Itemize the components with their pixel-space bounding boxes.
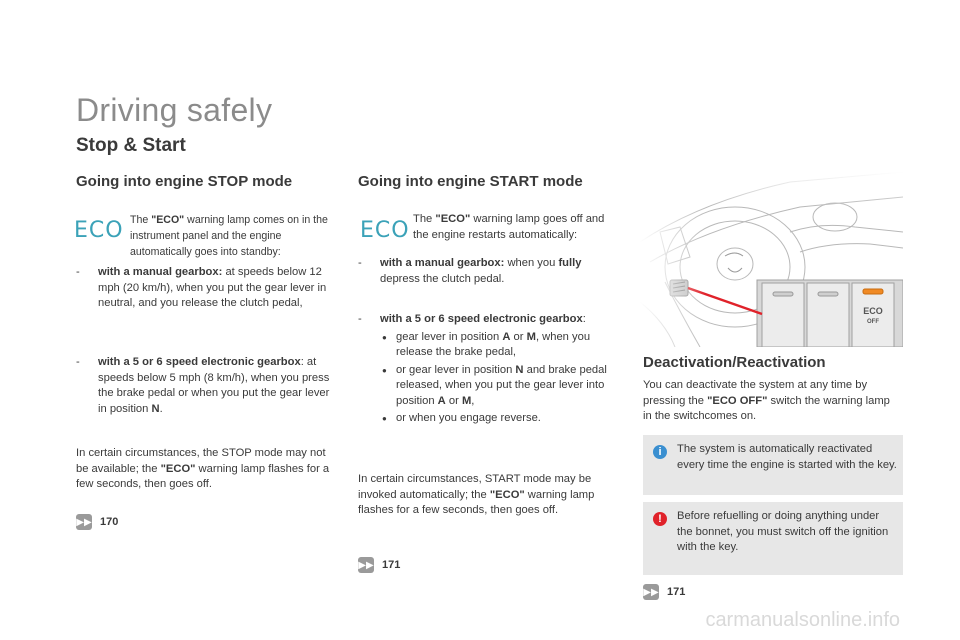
bullet-item: ● or gear lever in position N and brake pedal released, when you put the gear lever into position A or M, — [380, 363, 623, 410]
warning-icon: ! — [653, 512, 667, 526]
deactivation-heading: Deactivation/Reactivation — [643, 354, 826, 371]
info-note-text: The system is automatically reactivated every time the engine is started with the key. — [677, 443, 897, 471]
page-title: Driving safely — [76, 92, 273, 128]
stop-manual-gearbox-item: - with a manual gearbox: at speeds below 12 mph (20 km/h), when you put the gear lever in neutral, and you release the clutch pedal, — [76, 266, 327, 309]
page-link-arrow-icon: ▶▶ — [358, 557, 374, 573]
stop-intro: The "ECO" warning lamp comes on in the instrument panel and the engine automatically goes into standby: — [130, 214, 328, 258]
start-electronic-gearbox-item: - with a 5 or 6 speed electronic gearbox: ● gear lever in position A or M, when you release the brake pedal, ● or gear lever in position N and brake pedal released, when you put the gear lever into position A or M, ● or when you engage reverse. — [358, 312, 623, 427]
start-intro: The "ECO" warning lamp goes off and the engine restarts automatically: — [413, 213, 605, 241]
section-title: Stop & Start — [76, 135, 186, 156]
stop-mode-heading: Going into engine STOP mode — [76, 173, 293, 190]
page-reference-171[interactable]: ▶▶ 171 — [643, 586, 686, 598]
dashboard-illustration — [640, 172, 903, 347]
bullet-item: ● gear lever in position A or M, when you release the brake pedal, — [380, 330, 623, 361]
eco-warning-lamp-icon: ECO — [74, 218, 124, 243]
info-icon: i — [653, 445, 667, 459]
warning-note-text: Before refuelling or doing anything under the bonnet, you must switch off the ignition with the key. — [677, 510, 889, 553]
bullet-item: ● or when you engage reverse. — [380, 411, 623, 427]
deactivation-text: You can deactivate the system at any time by pressing the "ECO OFF" switch the warning lamp in the switchcomes on. — [643, 379, 890, 422]
start-note: In certain circumstances, START mode may be invoked automatically; the "ECO" warning lamp flashes for a few seconds, then goes off. — [358, 473, 595, 516]
info-note — [643, 435, 903, 495]
page-reference-170[interactable]: ▶▶ 170 — [76, 516, 119, 528]
warning-note — [643, 502, 903, 575]
watermark: carmanualsonline.info — [705, 609, 900, 631]
page-reference-171[interactable]: ▶▶ 171 — [358, 559, 401, 571]
stop-note: In certain circumstances, the STOP mode may not be available; the "ECO" warning lamp flashes for a few seconds, then goes off. — [76, 447, 330, 490]
bullet-icon: ● — [382, 332, 387, 342]
stop-electronic-gearbox-item: - with a 5 or 6 speed electronic gearbox: at speeds below 5 mph (8 km/h), when you press the brake pedal or when you put the gear lever in position N. — [76, 356, 330, 415]
start-manual-gearbox-item: - with a manual gearbox: when you fully depress the clutch pedal. — [358, 257, 582, 285]
bullet-icon: ● — [382, 365, 387, 375]
page-link-arrow-icon: ▶▶ — [643, 584, 659, 600]
start-mode-heading: Going into engine START mode — [358, 173, 583, 190]
dashboard-drawing — [640, 172, 903, 347]
eco-warning-lamp-icon: ECO — [360, 218, 410, 243]
bullet-icon: ● — [382, 414, 387, 423]
page-link-arrow-icon: ▶▶ — [76, 514, 92, 530]
